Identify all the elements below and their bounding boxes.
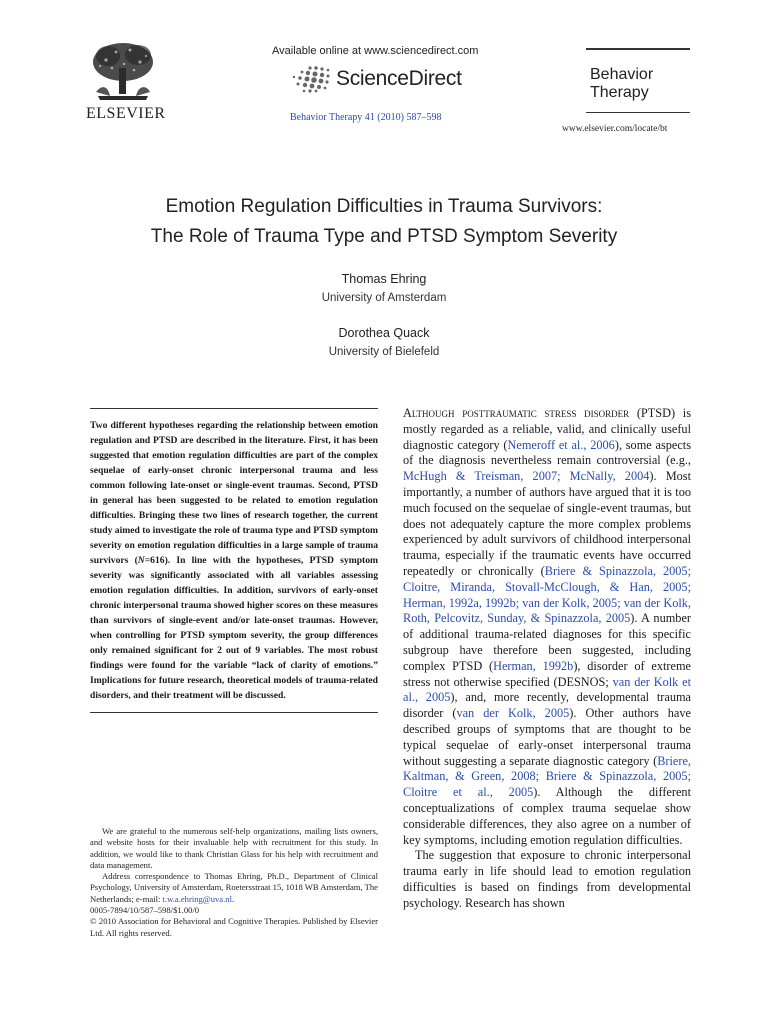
copyright-notice: © 2010 Association for Behavioral and Cognitive Therapies. Published by Elsevier Ltd. All rights reserved. — [90, 916, 378, 938]
abstract-top-rule — [90, 408, 378, 409]
author-affiliation: University of Bielefeld — [328, 346, 440, 358]
body-text: ), some aspects of the diagnosis nevertheless remain controversial (e.g., — [403, 437, 691, 468]
article-title-line2: The Role of Trauma Type and PTSD Symptom Severity — [150, 226, 618, 247]
correspondence-address: Address correspondence to Thomas Ehring, Ph.D., Department of Clinical Psychology, University of Amsterdam, Roetersstraat 15, 1018 WB Amsterdam, The Netherlands; e-mail: — [90, 871, 378, 904]
body-text: (PTSD) is mostly regarded as a reliable, valid, and clinically useful diagnostic category ( — [403, 406, 691, 452]
paragraph-lead: Although posttraumatic stress disorder — [403, 406, 630, 420]
author-name: Dorothea Quack — [338, 326, 430, 340]
sciencedirect-logo[interactable] — [288, 63, 508, 97]
author-email-link[interactable]: t.w.a.ehring@uva.nl — [162, 893, 232, 904]
body-paragraph-2: The suggestion that exposure to chronic interpersonal trauma early in life should lead to emotion regulation difficulties is based on findings from developmental psychology. Research has shown — [403, 848, 691, 910]
publisher-name: ELSEVIER — [86, 105, 166, 122]
journal-divider — [586, 112, 690, 113]
body-text: ). Although the different conceptualizations of complex trauma sequelae show considerable differences, they also agree on a number of key symptoms, including emotion regulation difficulties. — [403, 785, 691, 847]
body-text: ), disorder of extreme stress not otherwise specified (DESNOS; — [403, 658, 691, 689]
article-title-block — [0, 192, 768, 358]
author-block — [0, 326, 768, 358]
reference-link[interactable]: Briere & Spinazzola, 2005; Cloitre, Miranda, Stovall-McClough, & Han, 2005; Herman, 1992a, 1992b; van der Kolk, 2005; van der Kolk, Roth, Pelcovitz, Sunday, & Spinazzola, 2005 — [403, 563, 691, 626]
article-code: 0005-7894/10/587–598/$1.00/0 — [90, 905, 200, 916]
author-affiliation: University of Amsterdam — [321, 292, 447, 304]
abstract-bottom-rule — [90, 712, 378, 713]
reference-link[interactable]: Herman, 1992b — [493, 658, 574, 673]
available-online-text: Available online at www.sciencedirect.com — [272, 45, 479, 57]
journal-citation-link[interactable]: Behavior Therapy 41 (2010) 587–598 — [290, 112, 442, 123]
journal-name-line1: Behavior — [590, 66, 654, 83]
footnotes — [90, 826, 378, 939]
journal-name — [590, 66, 653, 102]
author-name: Thomas Ehring — [341, 272, 427, 286]
reference-link[interactable]: van der Kolk, 2005 — [456, 706, 570, 721]
body-column — [403, 406, 691, 912]
body-text: ), and, more recently, developmental trauma disorder ( — [403, 690, 691, 721]
abstract-part1: Two different hypotheses regarding the relationship between emotion regulation and PTSD are described in the literature. First, it has been suggested that emotion regulation difficulties are part of the complex sequelae of early-onset chronic interpersonal trauma and less common following late-onset or single-event traumas. Second, PTSD in general has been suggested to be related to emotion regulation difficulties. Bringing these two lines of research together, the current study aimed to investigate the role of trauma type and PTSD symptom severity on emotion regulation difficulties in a large sample of trauma survivors ( — [90, 420, 378, 566]
acknowledgement-note: We are grateful to the numerous self-help organizations, mailing lists owners, and website hosts for their invaluable help with recruitment for this study. In addition, we would like to thank Christian Glass for his help with recruitment and data management. — [90, 826, 378, 870]
correspondence-note — [90, 871, 378, 905]
body-text: ). A number of additional trauma-related diagnoses for this specific subgroup have therefore been suggested, including complex PTSD ( — [403, 611, 691, 673]
abstract-part2: =616). In line with the hypotheses, PTSD symptom severity was significantly associated with all variables assessing emotion regulation difficulties. In addition, survivors of early-onset chronic interpersonal trauma showed higher scores on these measures than survivors of single-event and/or late-onset traumas. However, when controlling for PTSD symptom severity, the group differences only remained significant for 2 out of 9 variables. The most robust findings were found for the variable “lack of clarity of emotions.” Implications for future research, theoretical models of trauma-related disorders, and their treatment will be discussed. — [90, 555, 379, 701]
body-text: ). Most importantly, a number of authors have argued that it is too much focused on the sequelae of single-event traumas, but does not adequately capture the more complex problems experienced by adult survivors of childhood interpersonal trauma, especially if the traumatic events have occurred repeatedly or chronically ( — [403, 469, 691, 578]
sciencedirect-dots-icon — [288, 65, 332, 93]
body-text: ). Other authors have described groups of symptoms that are thought to be typical sequelae of early-onset interpersonal trauma without suggesting a separate diagnostic category ( — [403, 706, 691, 768]
sciencedirect-wordmark: ScienceDirect — [336, 67, 462, 90]
reference-link[interactable]: McHugh & Treisman, 2007; McNally, 2004 — [403, 469, 650, 484]
journal-url-link[interactable]: www.elsevier.com/locate/bt — [562, 124, 668, 134]
article-title-line1: Emotion Regulation Difficulties in Trauma Survivors: — [165, 196, 603, 217]
elsevier-logo — [86, 40, 166, 122]
reference-link[interactable]: van der Kolk et al., 2005 — [403, 674, 691, 705]
page-header — [0, 0, 768, 150]
abstract-n-label: N — [137, 555, 145, 566]
abstract-text — [90, 418, 378, 703]
elsevier-tree-icon — [88, 40, 158, 102]
journal-masthead — [586, 48, 690, 114]
abstract-column — [90, 408, 378, 713]
author-block — [0, 272, 768, 304]
reference-link[interactable]: Nemeroff et al., 2006 — [507, 437, 615, 452]
reference-link[interactable]: Briere, Kaltman, & Green, 2008; Briere & Spinazzola, 2005; Cloitre et al., 2005 — [403, 753, 691, 800]
journal-name-line2: Therapy — [590, 84, 649, 101]
body-paragraph-1 — [403, 406, 691, 848]
correspondence-end: . — [231, 893, 235, 904]
